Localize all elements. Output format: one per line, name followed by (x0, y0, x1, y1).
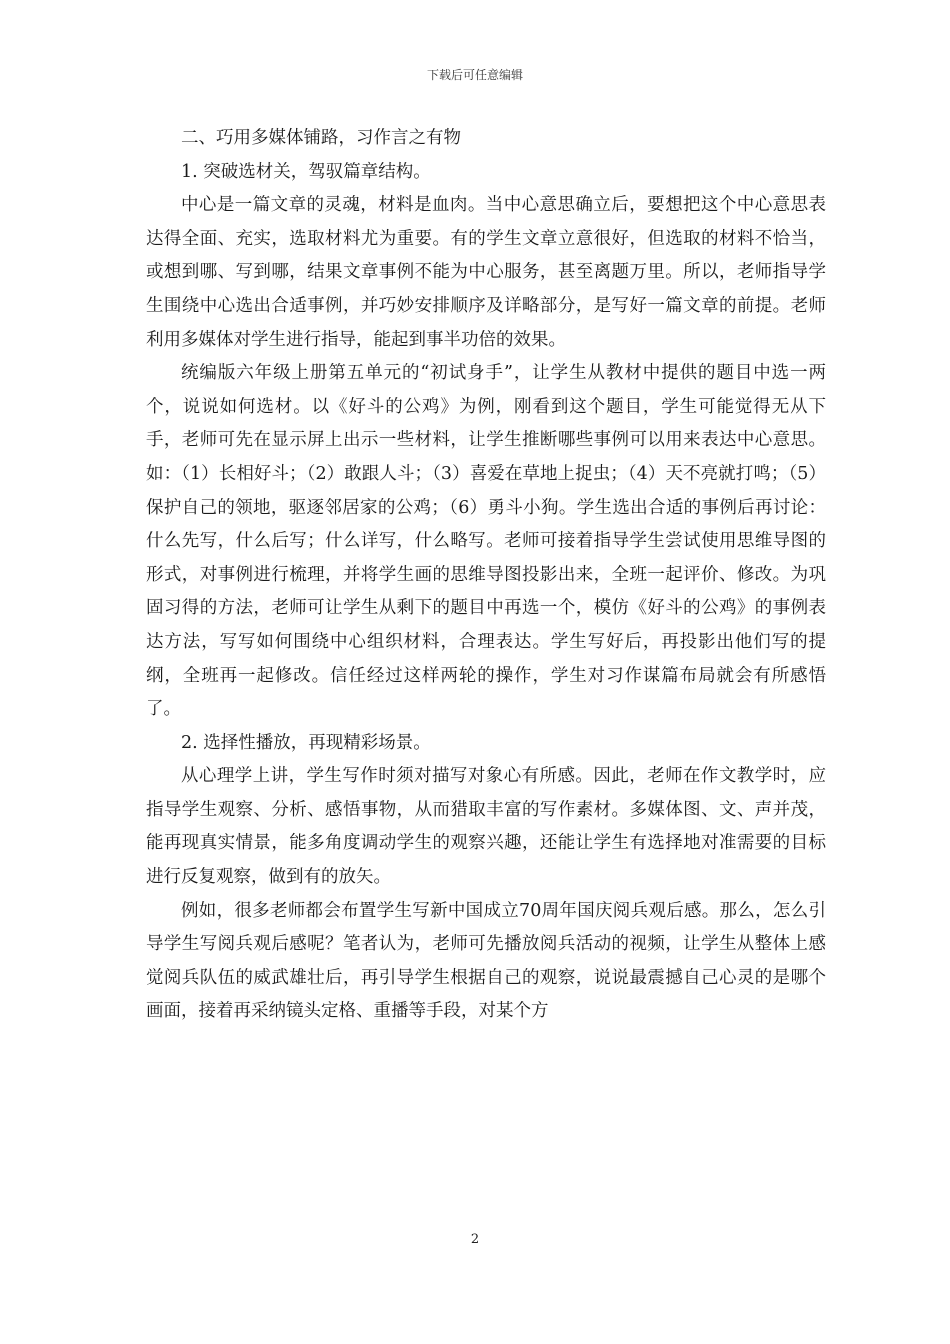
page-header: 下载后可任意编辑 (426, 68, 523, 82)
paragraph-4: 例如，很多老师都会布置学生写新中国成立70周年国庆阅兵观后感。那么，怎么引导学生写阅兵观后感呢？笔者认为，老师可先播放阅兵活动的视频，让学生从整体上感觉阅兵队伍的威武雄壮后，再引导学生根据自己的观察，说说最震撼自己心灵的是哪个画面，接着再采纳镜头定格、重播等手段，对某个方 (146, 900, 826, 1022)
section-heading: 二、巧用多媒体铺路，习作言之有物 (181, 128, 461, 148)
paragraph-2: 统编版六年级上册第五单元的“初试身手”，让学生从教材中提供的题目中选一两个，说说如何选材。以《好斗的公鸡》为例，刚看到这个题目，学生可能觉得无从下手，老师可先在显示屏上出示一些材料，让学生推断哪些事例可以用来表达中心意思。如：（1）长相好斗；（2）敢跟人斗；（3）喜爱在草地上捉虫；（4）天不亮就打鸣；（5）保护自己的领地，驱逐邻居家的公鸡；（6）勇斗小狗。学生选出合适的事例后再讨论：什么先写，什么后写；什么详写，什么略写。老师可接着指导学生尝试使用思维导图的形式，对事例进行梳理，并将学生画的思维导图投影出来，全班一起评价、修改。为巩固习得的方法，老师可让学生从剩下的题目中再选一个，模仿《好斗的公鸡》的事例表达方法，写写如何围绕中心组织材料，合理表达。学生写好后，再投影出他们写的提纲，全班再一起修改。信任经过这样两轮的操作，学生对习作谋篇布局就会有所感悟了。 (146, 363, 826, 720)
page-number: 2 (470, 1232, 480, 1247)
paragraph-1: 中心是一篇文章的灵魂，材料是血肉。当中心意思确立后，要想把这个中心意思表达得全面、充实，选取材料尤为重要。有的学生文章立意很好，但选取的材料不恰当，或想到哪、写到哪，结果文章事例不能为中心服务，甚至离题万里。所以，老师指导学生围绕中心选出合适事例，并巧妙安排顺序及详略部分，是写好一篇文章的前提。老师利用多媒体对学生进行指导，能起到事半功倍的效果。 (146, 195, 826, 350)
subheading-1: 1. 突破选材关，驾驭篇章结构。 (181, 161, 431, 182)
subheading-2: 2. 选择性播放，再现精彩场景。 (181, 732, 431, 753)
document-body (146, 122, 826, 1029)
paragraph-3: 从心理学上讲，学生写作时须对描写对象心有所感。因此，老师在作文教学时，应指导学生观察、分析、感悟事物，从而猎取丰富的写作素材。多媒体图、文、声并茂，能再现真实情景，能多角度调动学生的观察兴趣，还能让学生有选择地对准需要的目标进行反复观察，做到有的放矢。 (146, 766, 826, 888)
